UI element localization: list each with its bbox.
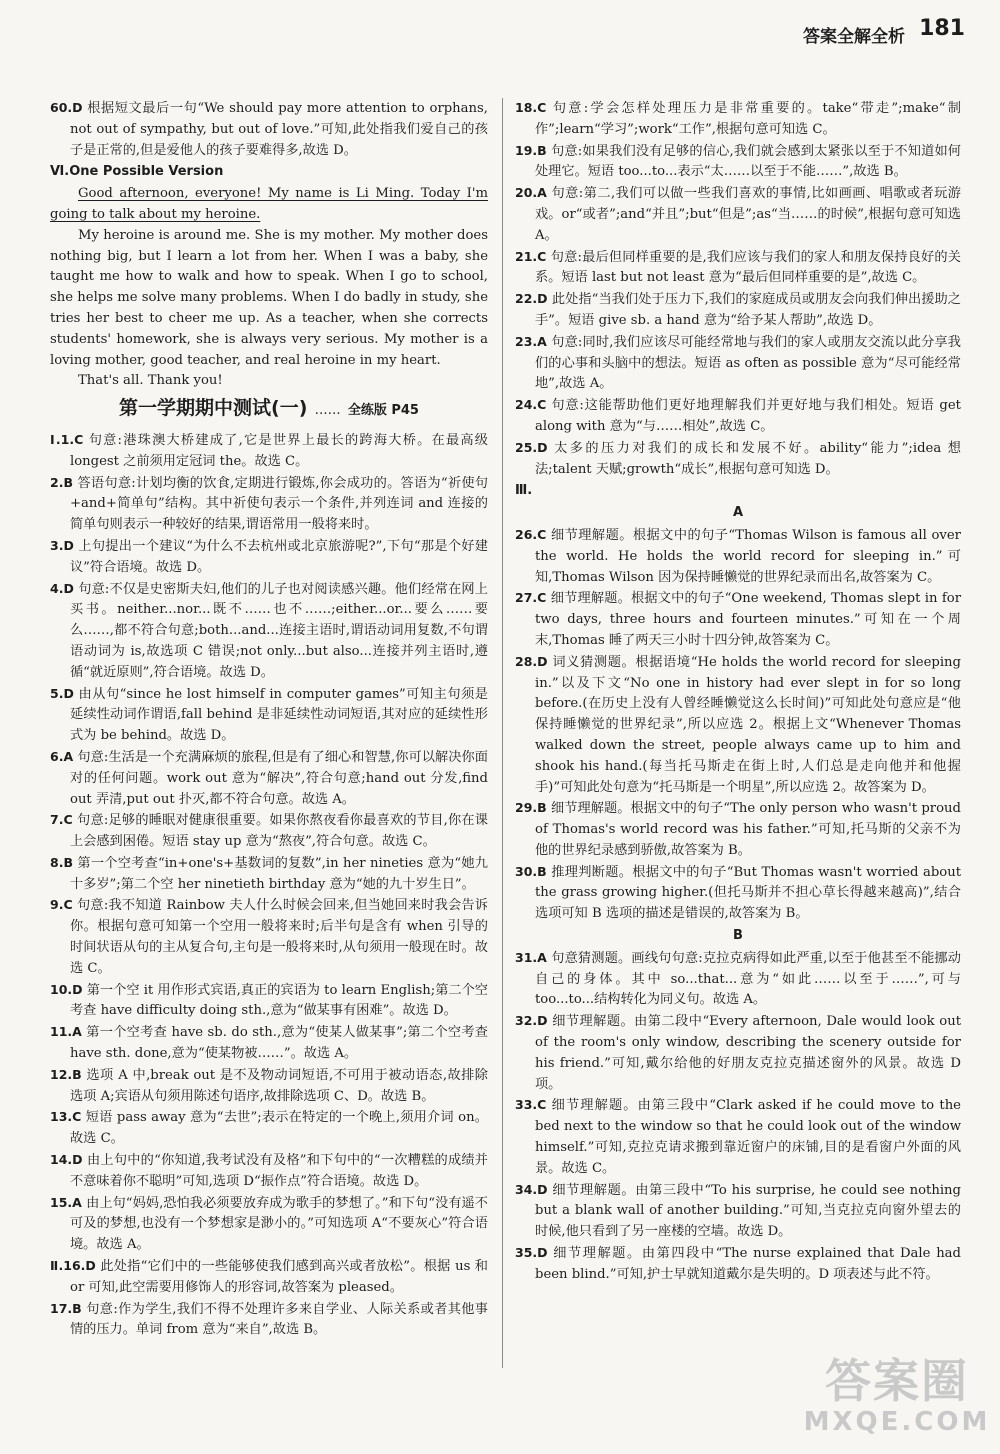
- answer-explanation: 由上句中的“你知道,我考试没有及格”和下句中的“一次糟糕的成绩并不意味着你不聪明”可知,选项 D“振作点”符合语境。故选 D。: [70, 1153, 488, 1189]
- answer-explanation: 第一个空考查“in+one's+基数词的复数”,in her nineties 意为“她九十多岁”;第二个空 her ninetieth birthday 意为“她的九十岁生日”。: [70, 855, 488, 892]
- answer-item: [50, 430, 488, 473]
- running-title: 答案全解全析: [803, 27, 905, 47]
- essay-paragraph: My heroine is around me. She is my mother. My mother does nothing big, but I learn a lot from her. When I was a baby, she taught me how to walk and how to speak. When I go to school, she helps me solve many problems. When I do badly in study, she tries her best to cheer me up. As a teacher, when she corrects students' homework, she is always very serious. My mother is a loving mother, good teacher, and real heroine in my heart.: [50, 227, 488, 368]
- answer-item: [515, 438, 961, 481]
- answer-item: [50, 853, 488, 896]
- answer-list: [50, 430, 488, 1341]
- answer-number: Ⅱ.16.D: [50, 1258, 96, 1274]
- answer-number: 24.C: [515, 397, 547, 413]
- answer-explanation: 此处指“它们中的一些能够使我们感到高兴或者放松”。根据 us 和 or 可知,此空需要用修饰人的形容词,故答案为 pleased。: [70, 1259, 488, 1295]
- answer-item: [50, 747, 488, 810]
- answer-number: 32.D: [515, 1013, 548, 1029]
- answer-number: 12.B: [50, 1066, 82, 1082]
- passage-heading: A: [732, 505, 744, 521]
- answer-item: [50, 980, 488, 1023]
- answer-item: [50, 473, 488, 536]
- answer-explanation: 细节理解题。根据文中的句子“One weekend, Thomas slept in for two days, three hours and fourteen minutes.”可知在一个周末,Thomas 睡了两天三小时十四分钟,故答案为 C。: [535, 591, 961, 648]
- watermark-logo: [802, 1354, 992, 1444]
- answer-number: 29.B: [515, 800, 547, 816]
- answer-item: [515, 525, 961, 588]
- answer-list: [515, 525, 961, 925]
- answer-explanation: 句意:我不知道 Rainbow 夫人什么时候会回来,但当她回来时我会告诉你。根据句意可知第一个空用一般将来时;后半句是含有 when 引导的时间状语从句的主从复合句,主句是一般将来时,从句须用一般现在时。故选 C。: [70, 898, 488, 976]
- answer-number: 13.C: [50, 1109, 82, 1125]
- answer-explanation: 句意:生活是一个充满麻烦的旅程,但是有了细心和智慧,你可以解决你面对的任何问题。work out 意为“解决”,符合句意;hand out 分发,find out 弄清,put out 扑灭,都不符合句意。故选 A。: [70, 749, 488, 807]
- answer-list: [515, 98, 961, 480]
- answer-number: 31.A: [515, 949, 547, 965]
- title-dots: ……: [314, 403, 341, 419]
- answer-item: [50, 810, 488, 853]
- answer-explanation: 句意:学会怎样处理压力是非常重要的。take“带走”;make“制作”;learn“学习”;work“工作”,根据句意可知选 C。: [535, 101, 961, 137]
- answer-number: 4.D: [50, 580, 74, 596]
- answer-item: [50, 1065, 488, 1108]
- answer-item: [515, 652, 961, 799]
- right-column: [515, 98, 961, 1286]
- answer-number: 15.A: [50, 1194, 82, 1210]
- answer-item: [515, 1180, 961, 1243]
- left-column: [50, 98, 488, 1341]
- answer-number: 35.D: [515, 1245, 548, 1261]
- answer-number: 60.D: [50, 100, 83, 115]
- answer-item: [515, 862, 961, 925]
- answer-item: [50, 1150, 488, 1193]
- answer-number: 19.B: [515, 142, 547, 158]
- answer-number: 9.C: [50, 897, 73, 913]
- answer-item: [50, 98, 488, 161]
- passage-heading: B: [733, 928, 743, 944]
- answer-explanation: 句意猜测题。画线句句意:克拉克病得如此严重,以至于他甚至不能挪动自己的身体。其中 so...that...意为“如此……以至于……”,可与 too...to...结构转化为同义句。故选 A。: [535, 950, 961, 1008]
- answer-number: 8.B: [50, 854, 73, 870]
- answer-explanation: 句意:如果我们没有足够的信心,我们就会感到太紧张以至于不知道如何处理它。短语 too...to...表示“太……以至于不能……”,故选 B。: [535, 143, 961, 180]
- answer-number: 34.D: [515, 1181, 548, 1197]
- answer-number: 18.C: [515, 100, 547, 115]
- answer-number: 28.D: [515, 653, 548, 669]
- answer-number: 30.B: [515, 863, 547, 879]
- answer-number: 33.C: [515, 1097, 547, 1113]
- answer-item: [50, 895, 488, 979]
- answer-item: [515, 1095, 961, 1179]
- answer-item: [515, 1011, 961, 1095]
- test-title: [50, 398, 488, 422]
- answer-item: [515, 948, 961, 1011]
- answer-item: [515, 183, 961, 246]
- page-header: [0, 0, 1000, 90]
- answer-number: 23.A: [515, 333, 547, 349]
- answer-number: 22.D: [515, 291, 548, 307]
- answer-explanation: 细节理解题。根据文中的句子“Thomas Wilson is famous all over the world. He holds the world record for sleeping in.”可知,Thomas Wilson 因为保持睡懒觉的世界纪录而出名,故答案为 C。: [535, 527, 961, 585]
- answer-number: 7.C: [50, 812, 73, 828]
- answer-item: [515, 332, 961, 395]
- answer-explanation: 细节理解题。由第三段中“To his surprise, he could see nothing but a blank wall of another building.”可知,当克拉克向窗外望去的时候,他只看到了另一座楼的空墙。故选 D。: [535, 1182, 961, 1240]
- answer-explanation: 句意:第二,我们可以做一些我们喜欢的事情,比如画画、唱歌或者玩游戏。or“或者”;and“并且”;but“但是”;as“当……的时候”,根据句意可知选 A。: [535, 186, 961, 243]
- answer-item: [50, 1193, 488, 1256]
- answer-explanation: 由上句“妈妈,恐怕我必须要放弃成为歌手的梦想了。”和下句“没有遥不可及的梦想,也没有一个梦想家是渺小的。”可知选项 A“不要灰心”符合语境。故选 A。: [70, 1195, 488, 1253]
- answer-item: [515, 98, 961, 141]
- answer-explanation: 选项 A 中,break out 是不及物动词短语,不可用于被动语态,故排除选项 A;宾语从句须用陈述句语序,故排除选项 C、D。故选 B。: [70, 1067, 488, 1104]
- answer-explanation: 句意:不仅是史密斯夫妇,他们的儿子也对阅读感兴趣。他们经常在网上买书。neither...nor...既不……也不……;either...or...要么……要么……,都不符合句意;both...and...连接主语时,谓语动词用复数,不句谓语动词为 is,故选项 C 错误;not only...but also...连接并列主语时,遵循“就近原则”,符合语境。故选 D。: [70, 581, 488, 680]
- answer-explanation: 细节理解题。由第三段中“Clark asked if he could move to the bed next to the window so that he could look out of the window himself.”可知,克拉克请求搬到靠近窗户的床铺,目的是看窗户外面的风景。故选 C。: [535, 1098, 961, 1176]
- answer-number: 10.D: [50, 981, 83, 997]
- answer-item: [515, 289, 961, 332]
- page-number: 181: [919, 16, 965, 41]
- test-title-text: 第一学期期中测试(一): [119, 397, 308, 420]
- test-page-ref: 全练版 P45: [347, 403, 419, 419]
- watermark-url: MXQE.COM: [803, 1407, 991, 1437]
- answer-item: [515, 141, 961, 184]
- answer-explanation: 句意:港珠澳大桥建成了,它是世界上最长的跨海大桥。在最高级 longest 之前须用定冠词 the。故选 C。: [70, 432, 488, 469]
- answer-number: 26.C: [515, 526, 547, 542]
- answer-number: 11.A: [50, 1024, 82, 1040]
- answer-number: 5.D: [50, 685, 74, 701]
- answer-explanation: 细节理解题。根据文中的句子“The only person who wasn't proud of Thomas's world record was his father.”可知,托马斯的父亲不为他的世界纪录感到骄傲,故答案为 B。: [535, 801, 961, 858]
- answer-item: [50, 1299, 488, 1342]
- column-divider: [502, 98, 503, 1368]
- answer-explanation: 太多的压力对我们的成长和发展不好。ability“能力”;idea 想法;talent 天赋;growth“成长”,根据句意可知选 D。: [535, 440, 961, 477]
- answer-number: 25.D: [515, 439, 548, 455]
- answer-explanation: 此处指“当我们处于压力下,我们的家庭成员或朋友会向我们伸出援助之手”。短语 give sb. a hand 意为“给予某人帮助”,故选 D。: [535, 292, 961, 328]
- answer-item: [515, 588, 961, 651]
- answer-number: 21.C: [515, 248, 547, 264]
- answer-item: [515, 395, 961, 438]
- answer-explanation: 短语 pass away 意为“去世”;表示在特定的一个晚上,须用介词 on。故选 C。: [70, 1110, 488, 1147]
- answer-number: 6.A: [50, 748, 74, 764]
- answer-explanation: 句意:这能帮助他们更好地理解我们并更好地与我们相处。短语 get along with 意为“与……相处”,故选 C。: [535, 398, 961, 434]
- answer-list: [515, 948, 961, 1286]
- answer-item: [50, 579, 488, 684]
- answer-explanation: 句意:足够的睡眠对健康很重要。如果你熬夜看你最喜欢的节目,你在课上会感到困倦。短语 stay up 意为“熬夜”,符合句意。故选 C。: [70, 813, 488, 850]
- answer-explanation: 根据短文最后一句“We should pay more attention to orphans, not out of sympathy, but out of love.”可知,此处指我们爱自己的孩子是正常的,但是爱他人的孩子要难得多,故选 D。: [70, 101, 488, 158]
- watermark-text: 答案圈: [825, 1354, 969, 1408]
- answer-explanation: 推理判断题。根据文中的句子“But Thomas wasn't worried about the grass growing higher.(但托马斯并不担心草长得越来越高)”,结合选项可知 B 选项的描述是错误的,故答案为 B。: [535, 864, 961, 922]
- answer-item: [515, 1243, 961, 1286]
- answer-number: 20.A: [515, 185, 547, 201]
- answer-item: [515, 247, 961, 290]
- answer-explanation: 答语句意:计划均衡的饮食,定期进行锻炼,你会成功的。答语为“祈使句+and+简单句”结构。其中祈使句表示一个条件,并列连词 and 连接的简单句则表示一种较好的结果,谓语常用一般将来时。: [70, 475, 488, 533]
- section-heading: Ⅲ.: [515, 483, 533, 499]
- answer-explanation: 上句提出一个建议“为什么不去杭州或北京旅游呢?”,下句“那是个好建议”符合语境。故选 D。: [70, 538, 488, 575]
- answer-explanation: 句意:作为学生,我们不得不处理许多来自学业、人际关系或者其他事情的压力。单词 from 意为“来自”,故选 B。: [70, 1301, 488, 1338]
- answer-item: [50, 1022, 488, 1065]
- sample-essay: [50, 184, 488, 392]
- answer-explanation: 由从句“since he lost himself in computer games”可知主句须是延续性动词作谓语,fall behind 是非延续性动词短语,其对应的延续性形式为 be behind。故选 D。: [70, 686, 488, 744]
- answer-number: 2.B: [50, 474, 73, 490]
- answer-number: 27.C: [515, 590, 547, 606]
- answer-item: [50, 1107, 488, 1150]
- answer-explanation: 细节理解题。由第二段中“Every afternoon, Dale would look out of the room's only window, describing the scenery outside for his friend.”可知,戴尔给他的好朋友克拉克描述窗外的风景。故选 D 项。: [535, 1014, 961, 1092]
- answer-number: 14.D: [50, 1152, 83, 1168]
- essay-paragraph: That's all. Thank you!: [78, 373, 223, 389]
- answer-item: [50, 536, 488, 579]
- essay-paragraph: Good afternoon, everyone! My name is Li Ming. Today I'm going to talk about my heroine.: [50, 186, 488, 222]
- answer-item: [515, 798, 961, 861]
- answer-explanation: 细节理解题。由第四段中“The nurse explained that Dale had been blind.”可知,护士早就知道戴尔是失明的。D 项表述与此不符。: [535, 1246, 961, 1282]
- section-heading: Ⅵ.One Possible Version: [50, 164, 224, 180]
- answer-explanation: 词义猜测题。根据语境“He holds the world record for sleeping in.”以及下文“No one in history had ever slept in for so long before.(在历史上没有人曾经睡懒觉这么长时间)”可知此处句意应是“他保持睡懒觉的世界纪录”,所以应选 2。根据上文“Whenever Thomas walked down the street, people always came up to him and shook his hand.(每当托马斯走在街上时,人们总是走向他并和他握手)”可知此处句意为“托马斯是一个明星”,所以应选 2。故答案为 D。: [535, 654, 961, 795]
- answer-number: 17.B: [50, 1300, 82, 1316]
- answer-explanation: 第一个空考查 have sb. do sth.,意为“使某人做某事”;第二个空考查 have sth. done,意为“使某物被……”。故选 A。: [70, 1025, 488, 1062]
- answer-number: Ⅰ.1.C: [50, 431, 84, 447]
- answer-explanation: 句意:同时,我们应该尽可能经常地与我们的家人或朋友交流以此分享我们的心事和头脑中的想法。短语 as often as possible 意为“尽可能经常地”,故选 A。: [535, 334, 961, 392]
- answer-number: 3.D: [50, 537, 74, 553]
- answer-item: [50, 1256, 488, 1299]
- answer-explanation: 第一个空 it 用作形式宾语,真正的宾语为 to learn English;第二个空考查 have difficulty doing sth.,意为“做某事有困难”。故选 D。: [70, 982, 488, 1019]
- answer-explanation: 句意:最后但同样重要的是,我们应该与我们的家人和朋友保持良好的关系。短语 last but not least 意为“最后但同样重要的是”,故选 C。: [535, 249, 961, 286]
- answer-item: [50, 684, 488, 747]
